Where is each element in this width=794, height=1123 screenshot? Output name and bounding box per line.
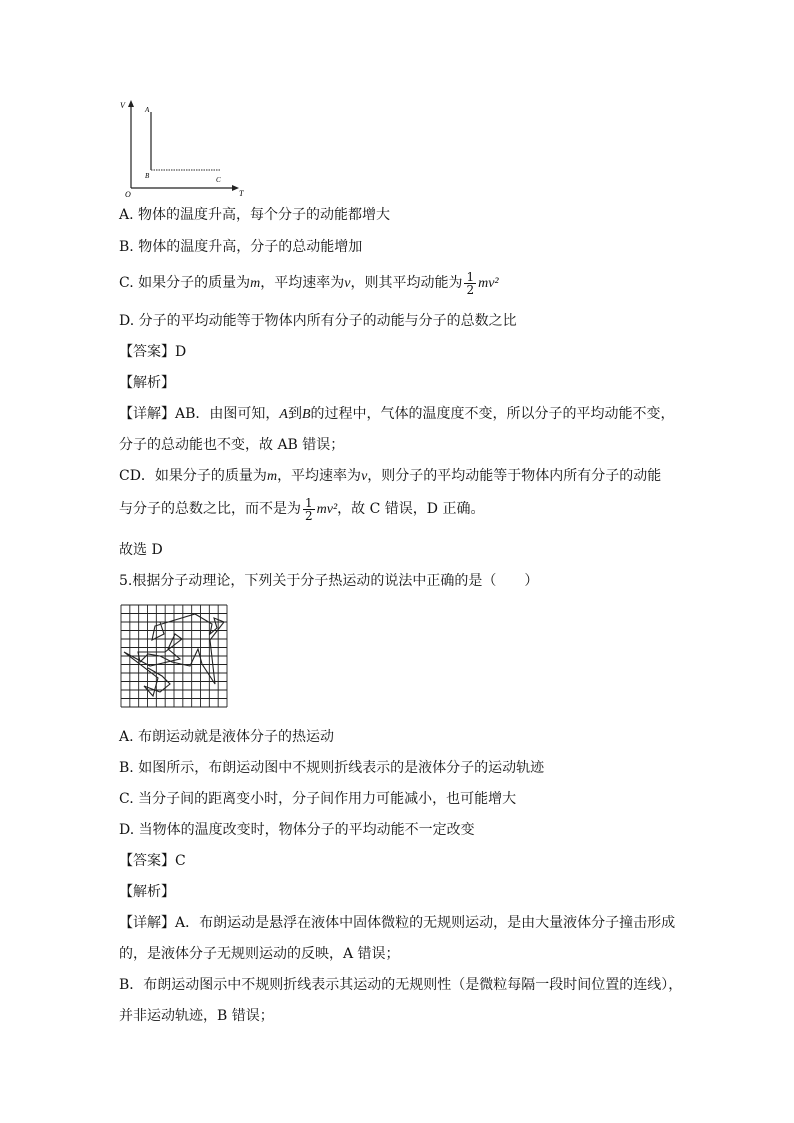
detail-text: CD．如果分子的质量为	[119, 468, 267, 484]
label-c: C	[216, 176, 221, 184]
answer-label: 【答案】	[119, 344, 175, 360]
q5-option-d: D. 当物体的温度改变时，物体分子的平均动能不一定改变	[119, 822, 475, 838]
q4-option-a: A. 物体的温度升高，每个分子的动能都增大	[119, 207, 391, 223]
label-v: V	[120, 101, 125, 110]
detail-label: 【详解】	[119, 915, 175, 931]
label-a: A	[145, 106, 150, 114]
detail-a: A	[279, 407, 288, 422]
fraction-numerator: 1	[466, 269, 475, 284]
q4-analysis-label: 【解析】	[119, 375, 175, 391]
q4-detail-line-1	[119, 405, 675, 424]
t-axis-arrow	[232, 185, 239, 191]
vt-graph	[115, 98, 250, 200]
detail-fraction	[303, 497, 315, 522]
fraction-numerator: 1	[305, 495, 313, 510]
q4-option-d: D. 分子的平均动能等于物体内所有分子的动能与分子的总数之比	[119, 313, 517, 329]
q4-conclusion: 故选 D	[119, 542, 163, 558]
detail-b: B	[301, 407, 311, 422]
detail-label: 【详解】	[119, 406, 175, 422]
q5-answer	[119, 852, 186, 870]
q4-option-c-v: v	[344, 276, 351, 291]
q4-option-c-formula: mv²	[478, 276, 499, 291]
label-b: B	[145, 172, 150, 180]
q4-option-c	[119, 269, 499, 298]
q4-option-c-m: m	[250, 276, 261, 291]
fraction-denominator: 2	[466, 282, 475, 297]
detail-text-post: ，则分子的平均动能等于物体内所有分子的动能	[367, 468, 662, 484]
detail-m: m	[266, 469, 278, 484]
q4-option-c-fraction	[464, 271, 476, 296]
q4-option-b: B. 物体的温度升高，分子的总动能增加	[119, 239, 363, 255]
q4-answer	[119, 343, 186, 361]
answer-value: C	[175, 853, 186, 869]
detail-to: 到	[287, 406, 302, 422]
q4-detail-line-2: 分子的总动能也不变，故 AB 错误；	[119, 437, 345, 453]
q5-question: 5.根据分子动理论，下列关于分子热运动的说法中正确的是（ ）	[119, 573, 539, 589]
brownian-motion-figure	[120, 604, 228, 708]
q4-detail-line-4	[119, 494, 484, 525]
q5-option-a: A. 布朗运动就是液体分子的热运动	[119, 729, 335, 745]
q5-analysis-label: 【解析】	[119, 884, 175, 900]
detail-formula: mv²	[316, 502, 338, 517]
answer-value: D	[175, 344, 187, 360]
q4-option-c-pre: C. 如果分子的质量为	[119, 275, 251, 291]
label-o: O	[125, 190, 131, 199]
detail-text-post: 的过程中，气体的温度度不变，所以分子的平均动能不变，	[310, 406, 675, 422]
q4-detail-line-3	[119, 467, 661, 486]
detail-v: v	[361, 469, 368, 484]
detail-text-post: ，故 C 错误，D 正确。	[337, 501, 485, 517]
q5-detail-line-4: 并非运动轨迹，B 错误；	[119, 1008, 274, 1024]
detail-mid: ，平均速率为	[277, 468, 362, 484]
detail-text: AB．由图可知，	[175, 406, 280, 422]
q5-detail-line-3: B．布朗运动图示中不规则折线表示其运动的无规则性（是微粒每隔一段时间位置的连线），	[119, 977, 683, 993]
q5-detail-line-1	[119, 914, 675, 932]
fraction-denominator: 2	[305, 508, 313, 523]
q5-option-c: C. 当分子间的距离变小时，分子间作用力可能减小，也可能增大	[119, 791, 517, 807]
q4-option-c-mid: ，平均速率为	[260, 275, 345, 291]
detail-text: 与分子的总数之比，而不是为	[119, 501, 301, 517]
q5-option-b: B. 如图所示，布朗运动图中不规则折线表示的是液体分子的运动轨迹	[119, 760, 545, 776]
q5-detail-line-2: 的，是液体分子无规则运动的反映，A 错误；	[119, 946, 400, 962]
q4-option-c-post: ，则其平均动能为	[350, 275, 463, 291]
v-axis-arrow	[128, 100, 134, 107]
label-t: T	[239, 189, 244, 198]
detail-text: A．布朗运动是悬浮在液体中固体微粒的无规则运动，是由大量液体分子撞击形成	[175, 915, 676, 931]
answer-label: 【答案】	[119, 853, 175, 869]
